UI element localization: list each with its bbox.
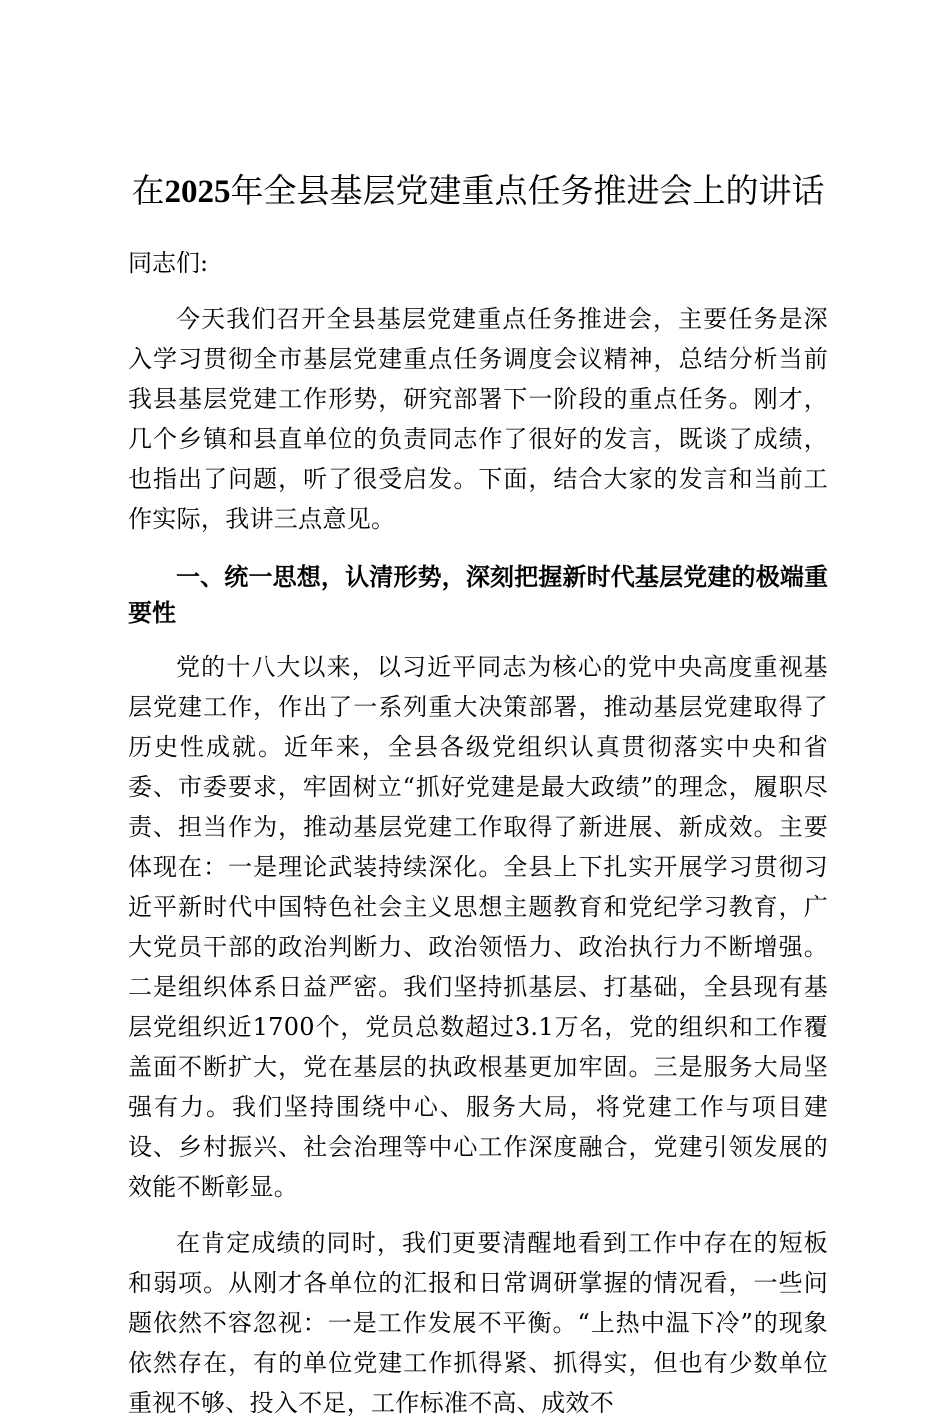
body-paragraph: 党的十八大以来，以习近平同志为核心的党中央高度重视基层党建工作，作出了一系列重大决策部署，推动基层党建取得了历史性成就。近年来，全县各级党组织认真贯彻落实中央和省委、市委要求，牢固树立“抓好党建是最大政绩”的理念，履职尽责、担当作为，推动基层党建工作取得了新进展、新成效。主要体现在：一是理论武装持续深化。全县上下扎实开展学习贯彻习近平新时代中国特色社会主义思想主题教育和党纪学习教育，广大党员干部的政治判断力、政治领悟力、政治执行力不断增强。二是组织体系日益严密。我们坚持抓基层、打基础，全县现有基层党组织近1700个，党员总数超过3.1万名，党的组织和工作覆盖面不断扩大，党在基层的执政根基更加牢固。三是服务大局坚强有力。我们坚持围绕中心、服务大局，将党建工作与项目建设、乡村振兴、社会治理等中心工作深度融合，党建引领发展的效能不断彰显。 [128,653,828,1201]
title-year: 2025 [164,174,231,210]
title-prefix: 在 [131,171,165,210]
body-paragraph: 在肯定成绩的同时，我们更要清醒地看到工作中存在的短板和弱项。从刚才各单位的汇报和日常调研掌握的情况看，一些问题依然不容忽视：一是工作发展不平衡。“上热中温下冷”的现象依然存在，有的单位党建工作抓得紧、抓得实，但也有少数单位重视不够、投入不足，工作标准不高、成效不 [128,1229,828,1417]
document-page [128,168,828,1423]
section-heading-1: 一、统一思想，认清形势，深刻把握新时代基层党建的极端重要性 [128,563,828,627]
salutation: 同志们: [128,249,209,277]
intro-paragraph: 今天我们召开全县基层党建重点任务推进会，主要任务是深入学习贯彻全市基层党建重点任务调度会议精神，总结分析当前我县基层党建工作形势，研究部署下一阶段的重点任务。刚才，几个乡镇和县直单位的负责同志作了很好的发言，既谈了成绩，也指出了问题，听了很受启发。下面，结合大家的发言和当前工作实际，我讲三点意见。 [128,305,828,533]
title-suffix: 年全县基层党建重点任务推进会上的讲话 [230,171,825,210]
document-title [128,168,828,215]
